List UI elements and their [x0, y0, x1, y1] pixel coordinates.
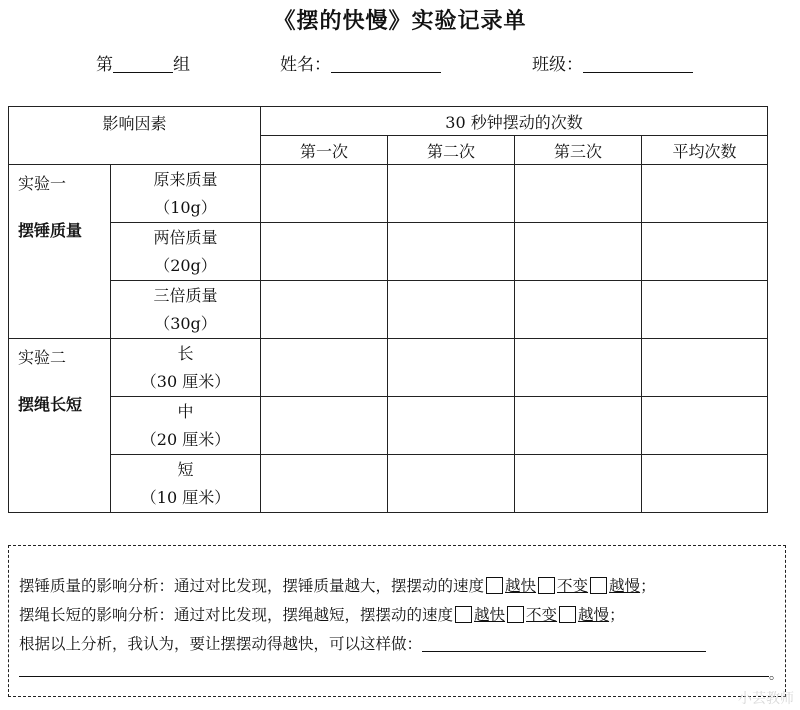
experiment-label: 实验二 — [18, 348, 67, 367]
record-cell[interactable] — [388, 339, 515, 397]
record-cell[interactable] — [388, 281, 515, 339]
group-field — [96, 50, 190, 75]
length-analysis-text: 摆绳长短的影响分析：通过对比发现，摆绳越短，摆摆动的速度 — [19, 606, 454, 624]
group-blank[interactable] — [113, 54, 173, 73]
end-mark: 。 — [769, 667, 783, 683]
name-field — [280, 50, 441, 75]
record-cell[interactable] — [261, 397, 388, 455]
record-cell[interactable] — [388, 223, 515, 281]
condition-cell — [111, 281, 261, 339]
record-cell[interactable] — [388, 455, 515, 513]
condition-cell — [111, 397, 261, 455]
page-title: 《摆的快慢》实验记录单 — [273, 8, 527, 34]
condition-cell — [111, 339, 261, 397]
condition-value: （10g） — [154, 197, 217, 217]
record-cell[interactable] — [642, 339, 768, 397]
condition-name: 两倍质量 — [153, 227, 218, 247]
class-blank[interactable] — [583, 54, 693, 73]
option-label: 不变 — [557, 577, 589, 595]
record-cell[interactable] — [388, 397, 515, 455]
record-cell[interactable] — [261, 339, 388, 397]
answer-blank[interactable] — [422, 637, 706, 652]
checkbox-icon[interactable] — [507, 606, 524, 623]
name-label: 姓名： — [280, 55, 331, 75]
option-label: 不变 — [526, 606, 558, 624]
mass-analysis-text: 摆锤质量的影响分析：通过对比发现，摆锤质量越大，摆摆动的速度 — [19, 577, 485, 595]
factor-header: 影响因素 — [9, 107, 261, 165]
group-prefix: 第 — [96, 55, 113, 75]
record-cell[interactable] — [515, 281, 642, 339]
record-cell[interactable] — [642, 281, 768, 339]
option-label: 越快 — [474, 606, 506, 624]
length-analysis-line — [19, 603, 625, 625]
option-label: 越慢 — [578, 606, 610, 624]
checkbox-icon[interactable] — [559, 606, 576, 623]
record-cell[interactable] — [515, 339, 642, 397]
record-cell[interactable] — [642, 165, 768, 223]
experiment-cell — [9, 165, 111, 339]
record-cell[interactable] — [388, 165, 515, 223]
condition-cell — [111, 455, 261, 513]
trial-header: 第一次 — [261, 136, 388, 165]
condition-name: 短 — [177, 459, 194, 479]
trial-header: 第三次 — [515, 136, 642, 165]
record-cell[interactable] — [515, 165, 642, 223]
option-same[interactable] — [536, 574, 588, 596]
condition-name: 原来质量 — [153, 169, 218, 189]
record-table — [8, 106, 768, 513]
condition-name: 长 — [177, 343, 194, 363]
record-cell[interactable] — [642, 397, 768, 455]
condition-cell — [111, 165, 261, 223]
class-field — [532, 50, 693, 75]
option-same[interactable] — [505, 603, 557, 625]
end-punct: ； — [609, 606, 625, 624]
count-header: 30 秒钟摆动的次数 — [261, 107, 768, 136]
option-faster[interactable] — [484, 574, 536, 596]
analysis-box — [8, 545, 786, 697]
checkbox-icon[interactable] — [455, 606, 472, 623]
end-punct: ； — [640, 577, 656, 595]
condition-name: 三倍质量 — [153, 285, 218, 305]
option-slower[interactable] — [588, 574, 640, 596]
condition-value: （10 厘米） — [140, 487, 231, 507]
experiment-label: 实验一 — [18, 174, 67, 193]
experiment-factor: 摆锤质量 — [18, 221, 83, 240]
record-cell[interactable] — [515, 397, 642, 455]
condition-value: （30 厘米） — [140, 371, 231, 391]
answer-line[interactable] — [19, 676, 769, 677]
condition-value: （20 厘米） — [140, 429, 231, 449]
record-cell[interactable] — [261, 223, 388, 281]
class-label: 班级： — [532, 55, 583, 75]
name-blank[interactable] — [331, 54, 441, 73]
option-label: 越慢 — [609, 577, 641, 595]
mass-analysis-line — [19, 574, 656, 596]
record-cell[interactable] — [261, 281, 388, 339]
watermark: 小芸教师 — [738, 691, 794, 707]
option-label: 越快 — [505, 577, 537, 595]
condition-name: 中 — [177, 401, 194, 421]
checkbox-icon[interactable] — [538, 577, 555, 594]
checkbox-icon[interactable] — [486, 577, 503, 594]
trial-header: 第二次 — [388, 136, 515, 165]
condition-value: （30g） — [154, 313, 217, 333]
record-cell[interactable] — [642, 223, 768, 281]
option-faster[interactable] — [453, 603, 505, 625]
condition-value: （20g） — [154, 255, 217, 275]
record-cell[interactable] — [515, 223, 642, 281]
option-slower[interactable] — [557, 603, 609, 625]
experiment-factor: 摆绳长短 — [18, 395, 83, 414]
record-cell[interactable] — [642, 455, 768, 513]
record-cell[interactable] — [515, 455, 642, 513]
condition-cell — [111, 223, 261, 281]
experiment-cell — [9, 339, 111, 513]
conclusion-prompt: 根据以上分析，我认为，要让摆摆动得越快，可以这样做： — [19, 635, 423, 653]
trial-header: 平均次数 — [642, 136, 768, 165]
record-cell[interactable] — [261, 165, 388, 223]
group-suffix: 组 — [173, 55, 190, 75]
record-cell[interactable] — [261, 455, 388, 513]
conclusion-line — [19, 632, 706, 654]
checkbox-icon[interactable] — [590, 577, 607, 594]
